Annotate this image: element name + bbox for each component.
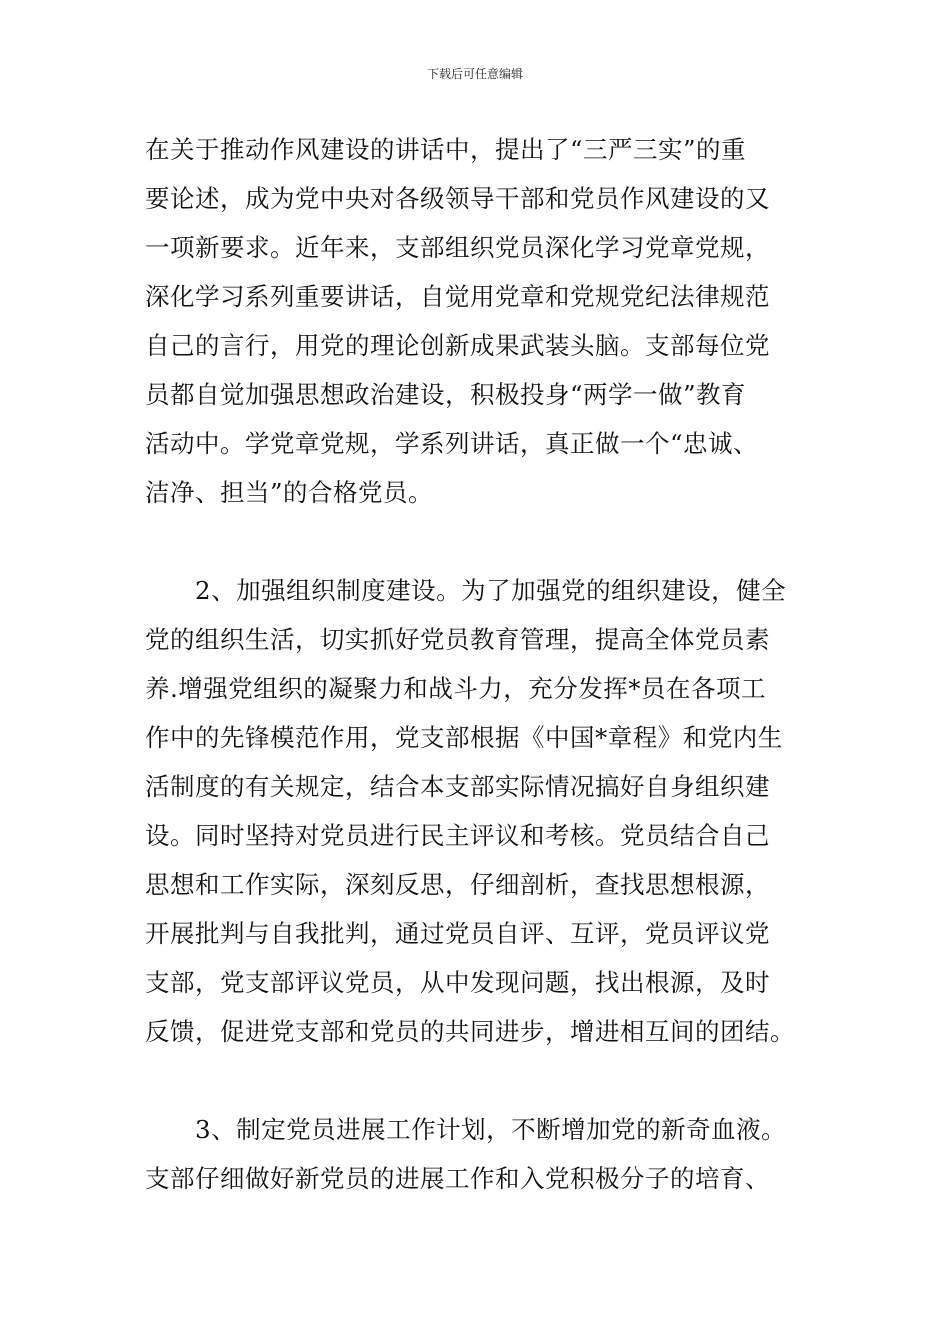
text-line: 党的组织生活，切实抓好党员教育管理，提高全体党员素	[145, 625, 770, 654]
text-line: 反馈，促进党支部和党员的共同进步，增进相互间的团结。	[145, 1017, 795, 1046]
document-body	[145, 125, 825, 1203]
paragraph-1	[145, 125, 825, 517]
text-line: 设。同时坚持对党员进行民主评议和考核。党员结合自己	[145, 821, 770, 850]
text-line: 活动中。学党章党规，学系列讲话，真正做一个“忠诚、	[145, 429, 759, 458]
text-line: 支部，党支部评议党员，从中发现问题，找出根源，及时	[145, 968, 770, 997]
text-line: 员都自觉加强思想政治建设，积极投身“两学一做”教育	[145, 380, 747, 409]
text-line: 自己的言行，用党的理论创新成果武装头脑。支部每位党	[145, 331, 770, 360]
paragraph-2	[145, 566, 825, 1056]
paragraph-3	[145, 1105, 825, 1203]
text-line: 一项新要求。近年来，支部组织党员深化学习党章党规，	[145, 233, 770, 262]
page-header: 下载后可任意编辑	[426, 67, 523, 81]
text-line: 支部仔细做好新党员的进展工作和入党积极分子的培育、	[145, 1164, 770, 1193]
text-line: 2、加强组织制度建设。为了加强党的组织建设，健全	[145, 576, 787, 605]
text-line: 活制度的有关规定，结合本支部实际情况搞好自身组织建	[145, 772, 770, 801]
text-line: 在关于推动作风建设的讲话中，提出了“三严三实”的重	[145, 135, 747, 164]
text-line: 洁净、担当”的合格党员。	[145, 478, 434, 507]
paragraph-spacer	[145, 517, 825, 566]
paragraph-spacer	[145, 1056, 825, 1105]
text-line: 深化学习系列重要讲话，自觉用党章和党规党纪法律规范	[145, 282, 770, 311]
text-line: 要论述，成为党中央对各级领导干部和党员作风建设的又	[145, 184, 770, 213]
text-line: 开展批判与自我批判，通过党员自评、互评，党员评议党	[145, 919, 770, 948]
text-line: 养.增强党组织的凝聚力和战斗力，充分发挥*员在各项工	[145, 674, 767, 703]
text-line: 作中的先锋模范作用，党支部根据《中国*章程》和党内生	[145, 723, 783, 752]
text-line: 思想和工作实际，深刻反思，仔细剖析，查找思想根源，	[145, 870, 770, 899]
text-line: 3、制定党员进展工作计划，不断增加党的新奇血液。	[145, 1115, 787, 1144]
